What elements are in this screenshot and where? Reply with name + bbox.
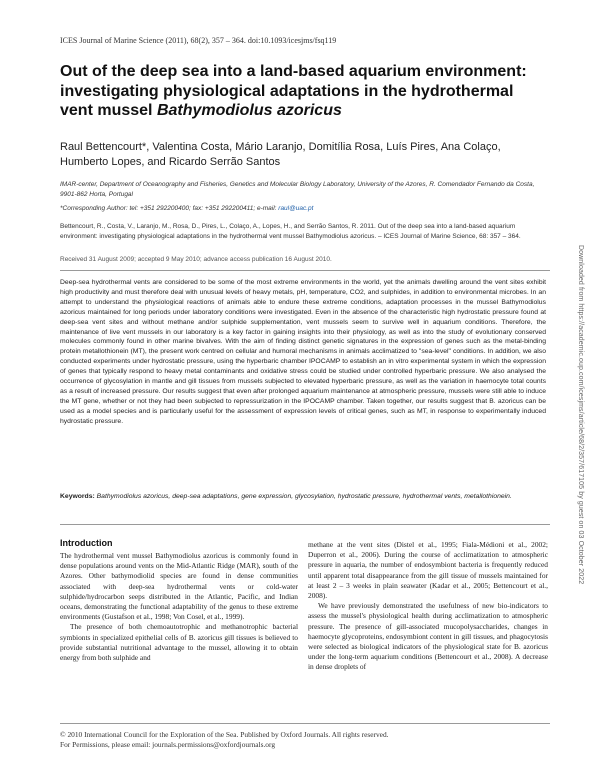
correspondence-details: *Corresponding Author: tel: +351 292200400; fax: +351 292200411; e-mail: [60, 205, 279, 212]
section-heading-introduction: Introduction [60, 538, 113, 548]
journal-citation-line: ICES Journal of Marine Science (2011), 68(2), 357 – 364. doi:10.1093/icesjms/fsq119 [60, 36, 337, 45]
abstract: Deep-sea hydrothermal vents are considered to be some of the most extreme environments in the world, yet the animals dwelling around the vent sites exhibit high productivity and must therefore deal with unusual levels of heavy metals, pH, temperature, CO2, and sulphides, in addition to environmental microbes. In an attempt to understand the physiological reactions of animals able to endure these extreme conditions, adaptation processes in the mussel Bathymodiolus azoricus maintained for long periods under laboratory conditions were investigated. Even in the absence of the characteristic high hydrostatic pressure found at deep-sea vent sites and without methane and/or sulphide supplementation, vent mussels seem to survive well in aquarium conditions. Therefore, the maintenance of live vent mussels in our laboratory is a key factor in gaining insights into their physiology, as well as into the study of evolutionary conserved molecules commonly found in other marine bivalves. With the aim of finding distinct genetic signatures in the expression of genes such as the metal-binding protein metallothionein (MT), the present work centred on cellular and humoral mechanisms in animals acclimatized to "sea-level" conditions. In addition, we also conducted experiments under hydrostatic pressure, using the hyperbaric chamber IPOCAMP to establish an in vitro experimental system in which the expression of genes that typically respond to heavy metal contaminants and oxidative stress could be studied under controlled hyperbaric pressure. We also analysed the occurrence of glycosylation in mantle and gill tissues from mussels subjected to elevated hyperbaric pressure, as well as the variation in haemocyte total counts as a result of increased pressure. Our results suggest that even after prolonged aquarium maintenance at atmospheric pressure, mussels were still able to induce the MT gene, whether or not they had been subjected to repressurization in the IPOCAMP chamber. Taken together, our results suggest that B. azoricus can be used as a model species and is particularly useful for the assessment of expression levels of critical genes, such as MT, in response to experimentally induced hydrostatic pressure. [60, 279, 546, 425]
download-watermark-text: Downloaded from https://academic.oup.com/icesjms/article/68/2/357/617105 by guest on 03 October 2022 [577, 245, 584, 585]
intro-paragraph-2: The presence of both chemoautotrophic and methanotrophic bacterial symbionts in specialized epithelial cells of B. azoricus gill tissues is believed to provide substantial nutritional advantage to the mussel, allowing it to obtain energy from both sulphide and [60, 622, 298, 663]
divider-footer [60, 723, 550, 724]
correspondence [60, 205, 550, 212]
correspondence-email-link[interactable]: raul@uac.pt [278, 205, 314, 212]
right-column [308, 540, 548, 673]
author-list: Raul Bettencourt*, Valentina Costa, Mário Laranjo, Domitília Rosa, Luís Pires, Ana Colaço, Humberto Lopes, and Ricardo Serrão Santos [60, 141, 501, 168]
article-title-text: Out of the deep sea into a land-based aquarium environment: investigating physiological adaptations in the hydrothermal vent mussel Bathymodiolus azoricus [60, 63, 527, 119]
article-title [60, 62, 550, 121]
keywords [60, 492, 546, 502]
footer [60, 730, 550, 750]
divider-top [60, 270, 550, 271]
permissions-line: For Permissions, please email: journals.permissions@oxfordjournals.org [60, 740, 276, 749]
keywords-list: Bathymodiolus azoricus, deep-sea adaptations, gene expression, glycosylation, hydrostatic pressure, hydrothermal vents, metallothionein. [96, 493, 512, 500]
copyright-line: © 2010 International Council for the Exploration of the Sea. Published by Oxford Journals. All rights reserved. [60, 730, 389, 739]
left-column [60, 551, 298, 663]
right-paragraph-2: We have previously demonstrated the usefulness of new bio-indicators to assess the mussel's physiological health during acclimatization to atmospheric pressure. The presence of gill-associated mucopolysaccharides, changes in haemocyte glycoproteins, endosymbiont content in gill tissues, and phagocytosis were selected as biological indicators of the physiological state for B. azoricus under the long-term aquarium conditions (Bettencourt et al., 2008). A decrease in dense droplets of [308, 601, 548, 672]
keywords-label: Keywords: [60, 493, 95, 500]
intro-paragraph-1: The hydrothermal vent mussel Bathymodiolus azoricus is commonly found in dense populations around vents on the Mid-Atlantic Ridge (MAR), south of the Azores. Other bathymodiolid species are found in dense communities associated with deep-sea hydrothermal vents or cold-water sulphide/hydrocarbon seeps distributed in the Atlantic, Pacific, and Indian oceans, demonstrating the functional adaptability of the genus to these extreme environments (Gustafson et al., 1998; Von Cosel, et al., 1999). [60, 551, 298, 622]
citation-block: Bettencourt, R., Costa, V., Laranjo, M., Rosa, D., Pires, L., Colaço, A., Lopes, H., and Serrão Santos, R. 2011. Out of the deep sea into a land-based aquarium environment: investigating physiological adaptations in the hydrothermal vent mussel Bathymodiolus azoricus. – ICES Journal of Marine Science, 68: 357 – 364. [60, 223, 521, 240]
right-paragraph-1: methane at the vent sites (Distel et al., 1995; Fiala-Médioni et al., 2002; Duperron et al., 2006). During the course of acclimatization to atmospheric pressure in aquaria, the number of endosymbiont bacteria is frequently reduced until apparent total disappearance from the gill tissue of mussels maintained for at least 2 – 3 weeks in plain seawater (Kadar et al., 2005; Bettencourt et al., 2008). [308, 540, 548, 601]
received-dates: Received 31 August 2009; accepted 9 May 2010; advance access publication 16 August 2010. [60, 256, 332, 263]
species-name: Bathymodiolus azoricus [156, 102, 342, 119]
affiliation: IMAR-center, Department of Oceanography and Fisheries, Genetics and Molecular Biology Laboratory, University of the Azores, R. Comendador Fernando da Costa, 9901-862 Horta, Portugal [60, 181, 535, 198]
divider-bottom [60, 524, 550, 525]
